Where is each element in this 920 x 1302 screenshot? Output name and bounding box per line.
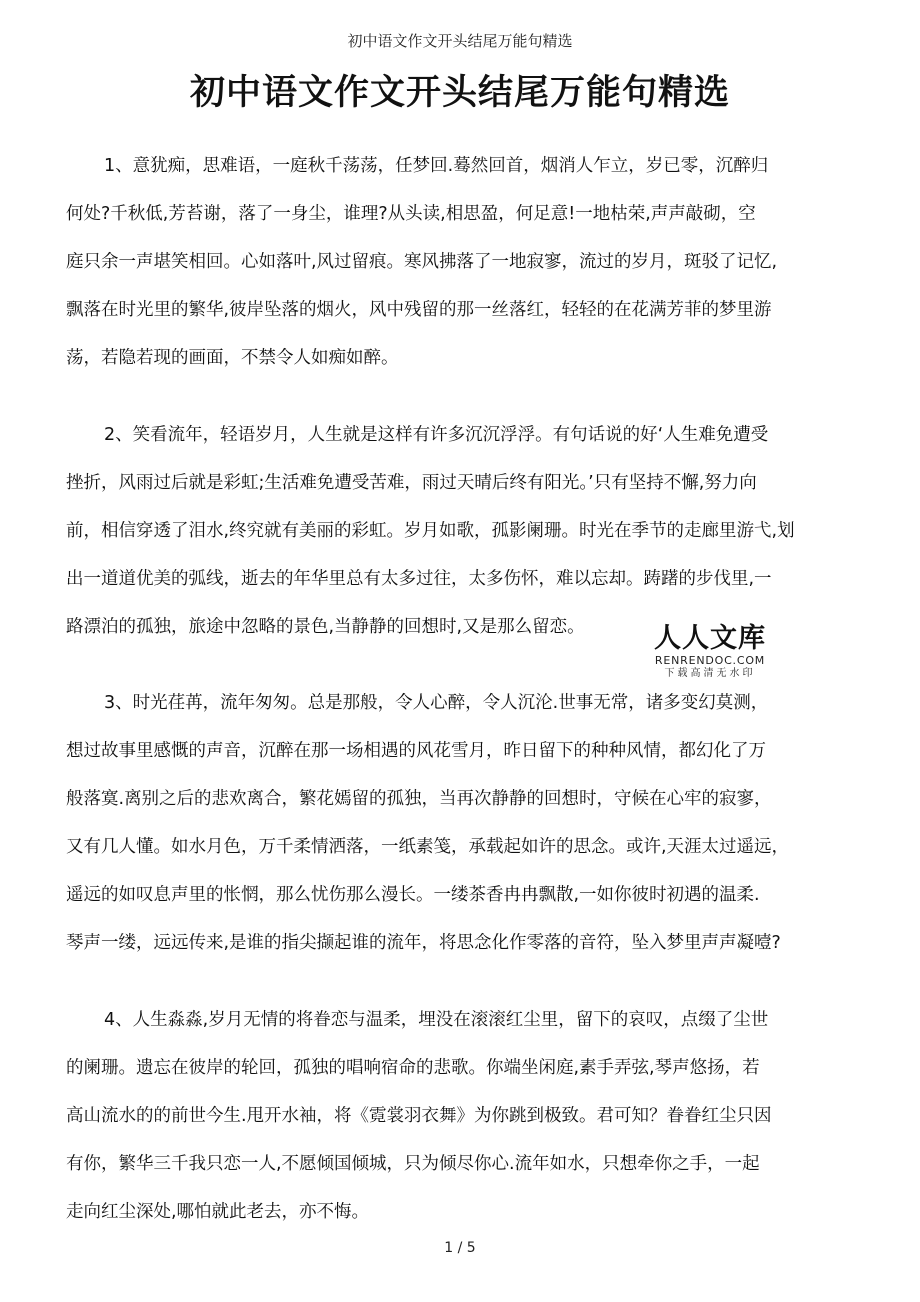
paragraph-line: 庭只余一声堪笑相回。心如落叶,风过留痕。寒风拂落了一地寂寥，流过的岁月，斑驳了记忆, [66, 252, 778, 272]
page-number: 1 / 5 [444, 1240, 476, 1256]
paragraph-line: 4、人生淼淼,岁月无情的将眷恋与温柔，埋没在滚滚红尘里，留下的哀叹，点缀了尘世 [104, 1010, 769, 1030]
paragraph-line: 高山流水的的前世今生.甩开水袖，将《霓裳羽衣舞》为你跳到极致。君可知？眷眷红尘只因 [66, 1106, 772, 1126]
paragraph-line: 前，相信穿透了泪水,终究就有美丽的彩虹。岁月如歌，孤影阑珊。时光在季节的走廊里游弋,划 [66, 521, 795, 541]
paragraph-line: 出一道道优美的弧线，逝去的年华里总有太多过往，太多伤怀，难以忘却。踌躇的步伐里,一 [66, 569, 772, 589]
paragraph-line: 有你，繁华三千我只恋一人,不愿倾国倾城，只为倾尽你心.流年如水，只想牵你之手，一起 [66, 1154, 760, 1174]
paragraph-line: 何处?千秋低,芳苔谢，落了一身尘，谁理?从头读,相思盈，何足意!一地枯荣,声声敲砌，空 [66, 204, 756, 224]
paragraph-line: 飘落在时光里的繁华,彼岸坠落的烟火，风中残留的那一丝落红，轻轻的在花满芳菲的梦里游 [66, 300, 772, 320]
watermark-domain: RENRENDOC.COM [654, 654, 766, 667]
watermark-tagline: 下载高清无水印 [664, 668, 756, 679]
paragraph-line: 挫折，风雨过后就是彩虹;生活难免遭受苦难，雨过天晴后终有阳光。’只有坚持不懈,努力向 [66, 473, 757, 493]
paragraph-line: 荡，若隐若现的画面，不禁令人如痴如醉。 [66, 348, 399, 368]
paragraph-line: 琴声一缕，远远传来,是谁的指尖撷起谁的流年，将思念化作零落的音符，坠入梦里声声凝噎? [66, 933, 781, 953]
paragraph-line: 3、时光荏苒，流年匆匆。总是那般，令人心醉，令人沉沦.世事无常，诸多变幻莫测， [104, 693, 769, 713]
paragraph-line: 2、笑看流年，轻语岁月，人生就是这样有许多沉沉浮浮。有句话说的好‘人生难免遭受 [104, 425, 769, 445]
paragraph-line: 的阑珊。遗忘在彼岸的轮回，孤独的唱响宿命的悲歌。你端坐闲庭,素手弄弦,琴声悠扬，若 [66, 1058, 760, 1078]
paragraph-line: 又有几人懂。如水月色，万千柔情洒落，一纸素笺，承载起如许的思念。或许,天涯太过遥远， [66, 837, 790, 857]
watermark-logo: 人人文库 [654, 623, 766, 654]
paragraph-line: 路漂泊的孤独，旅途中忽略的景色,当静静的回想时,又是那么留恋。 [66, 617, 585, 637]
document-title: 初中语文作文开头结尾万能句精选 [189, 73, 730, 113]
paragraph-line: 1、意犹痴，思难语，一庭秋千荡荡，任梦回.蓦然回首，烟消人乍立，岁已零，沉醉归 [104, 156, 769, 176]
renrendoc-watermark [646, 624, 774, 680]
running-header: 初中语文作文开头结尾万能句精选 [347, 32, 573, 50]
paragraph-line: 走向红尘深处,哪怕就此老去，亦不悔。 [66, 1202, 370, 1222]
paragraph-line: 想过故事里感慨的声音，沉醉在那一场相遇的风花雪月，昨日留下的种种风情，都幻化了万 [66, 741, 766, 761]
paragraph-line: 般落寞.离别之后的悲欢离合，繁花嫣留的孤独，当再次静静的回想时，守候在心牢的寂寥， [66, 789, 772, 809]
paragraph-line: 遥远的如叹息声里的怅惘，那么忧伤那么漫长。一缕茶香冉冉飘散,一如你彼时初遇的温柔. [66, 885, 760, 905]
